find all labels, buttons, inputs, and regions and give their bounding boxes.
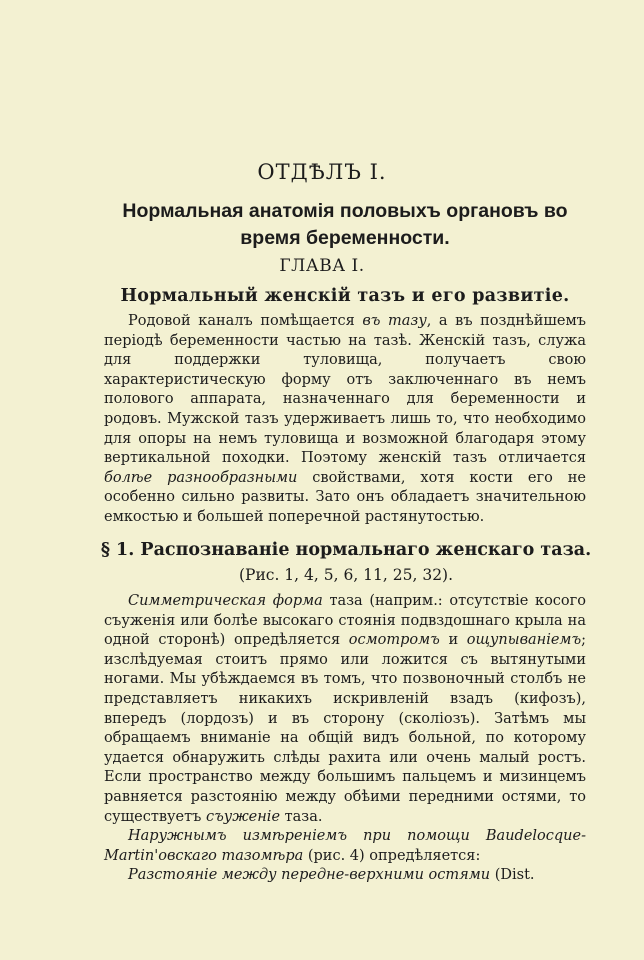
topic-title: Нормальный женскій тазъ и его развитіе. [120,286,570,306]
italic-run: Симметрическая форма [128,593,323,609]
text-run: свойствами, хотя кости его не особенно сильно развиты. Зато онъ обладаетъ значительною емкостью и большей поперечной растянутостью. [104,469,586,525]
italic-run: Наружнымъ измѣреніемъ при помощи Baudelocque-Martin'овскаго тазомѣра [104,828,586,864]
italic-run: болѣе разнообразными [104,469,298,486]
italic-run: съуженіе [206,808,281,825]
italic-run: ощупываніемъ [466,632,582,649]
text-run: ; изслѣдуемая стоитъ прямо или ложится съ вытянутыми ногами. Мы убѣждаемся въ томъ, что позвоночный столбъ не представляетъ никакихъ искривленій взадъ (кифозъ), впередъ (лордозъ) и въ сторону (сколіозъ). Затѣмъ мы обращаемъ вниманіе на общій видъ больной, по которому удается обнаружить слѣды рахита или очень малый ростъ. Если пространство между большимъ пальцемъ и мизинцемъ равняется разстоянію между обѣими передними остями, то существуетъ [104,632,586,825]
italic-run: Разстояніе между передне-верхними остями [128,867,491,884]
text-run: таза (наприм.: отсутствіе косого съуженія или болѣе высокаго стоянія подвздошнаго крыла на одной сторонѣ) опредѣляется [104,593,586,649]
italic-run: въ тазу [362,313,427,329]
paragraph-measurement [104,827,586,866]
section-heading: § 1. Распознаваніе нормальнаго женскаго таза. [100,540,592,560]
section-title: ОТДѢЛЪ I. [257,160,387,184]
text-run: (Dist. [490,867,535,884]
text-run: и [439,632,467,649]
italic-run: осмотромъ [348,632,440,649]
paragraph-intro-text [104,312,586,528]
paragraph-symmetry [104,592,586,827]
text-run: Родовой каналъ помѣщается [128,313,363,329]
paragraph-body [104,592,586,886]
text-run: таза. [280,808,323,825]
figure-references: (Рис. 1, 4, 5, 6, 11, 25, 32). [238,566,454,584]
paragraph-intro [104,312,586,528]
text-run: , а въ позднѣйшемъ періодѣ беременности частью на тазѣ. Женскій тазъ, служа для поддержки туловища, получаетъ свою характеристическую форму отъ заключеннаго въ немъ полового аппарата, назначеннаго для беременности и родовъ. Мужской тазъ удерживаетъ лишь то, что необходимо для опоры на немъ туловища и возможной благодаря этому вертикальной походки. Поэтому женскій тазъ отличается [104,313,586,467]
part-title: Нормальная анатомія половыхъ органовъ во время беременности. [122,200,568,249]
chapter-title: ГЛАВА I. [279,256,365,276]
paragraph-distance [104,866,586,886]
text-run: (рис. 4) опредѣляется: [303,847,481,864]
